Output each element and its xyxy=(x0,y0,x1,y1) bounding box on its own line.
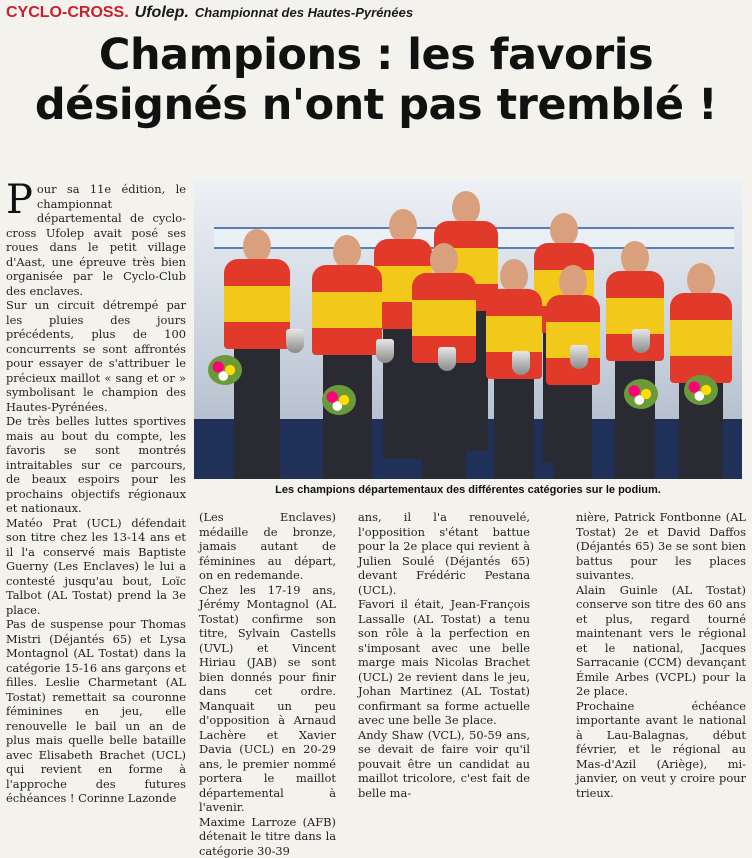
flower-bouquet xyxy=(208,355,242,385)
dropcap: P xyxy=(6,182,37,217)
paragraph: Alain Guinle (AL Tostat) conserve son titre des 60 ans et plus, regard tourné maintenant vers le régional et le national, Jacques Sarracanie (CCM) devançant Émile Arbes (VCPL) pour la 2e place. xyxy=(576,583,746,699)
section-label: CYCLO-CROSS. xyxy=(6,4,129,22)
rider-figure xyxy=(312,235,382,479)
flower-bouquet xyxy=(684,375,718,405)
trophy-cup xyxy=(570,345,588,369)
rider-figure xyxy=(670,263,732,479)
trophy-cup xyxy=(376,339,394,363)
trophy-cup xyxy=(632,329,650,353)
rider-figure xyxy=(606,241,664,479)
paragraph: Favori il était, Jean-François Lassalle (AL Tostat) a tenu son rôle à la perfection en s'imposant avec une belle marge mais Nicolas Brachet (UCL) 2e revient dans le jeu, Johan Martinez (AL Tostat) confirmant sa forme actuelle avec une belle 3e place. xyxy=(358,597,530,728)
paragraph: Matéo Prat (UCL) défendait son titre chez les 13-14 ans et il l'a conservé mais Baptiste Guerny (Les Enclaves) le lui a contesté jusqu'au bout, Loïc Talbot (AL Tostat) prend la 3e place. xyxy=(6,516,186,618)
paragraph: (Les Enclaves) médaille de bronze, jamais autant de féminines au départ, on en redemande. xyxy=(199,510,336,583)
photo-caption: Les champions départementaux des différentes catégories sur le podium. xyxy=(194,484,742,496)
paragraph: Sur un circuit détrempé par les pluies des jours précédents, plus de 100 concurrents se sont affrontés pour essayer de s'attribuer le précieux maillot « sang et or » symbolisant le champion des Hautes-Pyrénées. xyxy=(6,298,186,414)
paragraph: Pour sa 11e édition, le championnat départemental de cyclo-cross Ufolep avait posé ses roues dans le petit village d'Aast, une épreuve très bien organisée par le Cyclo-Club des enclaves. xyxy=(6,182,186,298)
paragraph: Maxime Larroze (AFB) détenait le titre dans la catégorie 30-39 xyxy=(199,815,336,858)
trophy-cup xyxy=(438,347,456,371)
paragraph: nière, Patrick Fontbonne (AL Tostat) 2e et David Daffos (Déjantés 65) 3e se sont bien battus pour les places suivantes. xyxy=(576,510,746,583)
rider-figure xyxy=(546,265,600,479)
paragraph: Prochaine échéance importante avant le national à Lau-Balagnas, début février, et le régional au Mas-d'Azil (Ariège), mi-janvier, on veut y croire pour trieux. xyxy=(576,699,746,801)
rider-figure xyxy=(224,229,290,479)
column-1 xyxy=(6,182,186,806)
paragraph: Chez les 17-19 ans, Jérémy Montagnol (AL Tostat) confirme son titre, Sylvain Castells (UVL) et Vincent Hiriau (JAB) se sont bien donnés pour finir dans cet ordre. Manquait un peu d'opposition à Arnaud Lachère et Xavier Davia (UCL) en 20-29 ans, le premier nommé portera le maillot départemental à l'avenir. xyxy=(199,583,336,815)
event-label: Championnat des Hautes-Pyrénées xyxy=(195,5,413,20)
headline: Champions : les favoris désignés n'ont pas tremblé ! xyxy=(10,30,742,130)
trophy-cup xyxy=(286,329,304,353)
paragraph: Andy Shaw (VCL), 50-59 ans, se devait de faire voir qu'il pouvait être un candidat au maillot tricolore, c'est fait de belle ma- xyxy=(358,728,530,801)
paragraph: Pas de suspense pour Thomas Mistri (Déjantés 65) et Lysa Montagnol (AL Tostat) dans la catégorie 15-16 ans garçons et filles. Leslie Charmetant (AL Tostat) remettait sa couronne féminines en jeu, elle renouvelle le bail un an de plus mais quelle belle bataille avec Elisabeth Brachet (UCL) qui revient en forme à l'approche des futures échéances ! Corinne Lazonde xyxy=(6,617,186,806)
column-2 xyxy=(199,510,336,858)
flower-bouquet xyxy=(322,385,356,415)
podium-photo xyxy=(194,179,742,479)
flower-bouquet xyxy=(624,379,658,409)
paragraph: De très belles luttes sportives mais au bout du compte, les favoris se sont montrés intraitables sur ce parcours, de beaux espoirs pour les prochains objectifs régionaux et nationaux. xyxy=(6,414,186,516)
column-3 xyxy=(358,510,530,800)
paragraph: ans, il l'a renouvelé, l'opposition s'étant battue pour la 2e place qui revient à Julien Soulé (Déjantés 65) devant Frédéric Pestana (UCL). xyxy=(358,510,530,597)
trophy-cup xyxy=(512,351,530,375)
column-4 xyxy=(576,510,746,800)
organization-label: Ufolep. xyxy=(135,4,189,22)
kicker xyxy=(6,4,413,26)
